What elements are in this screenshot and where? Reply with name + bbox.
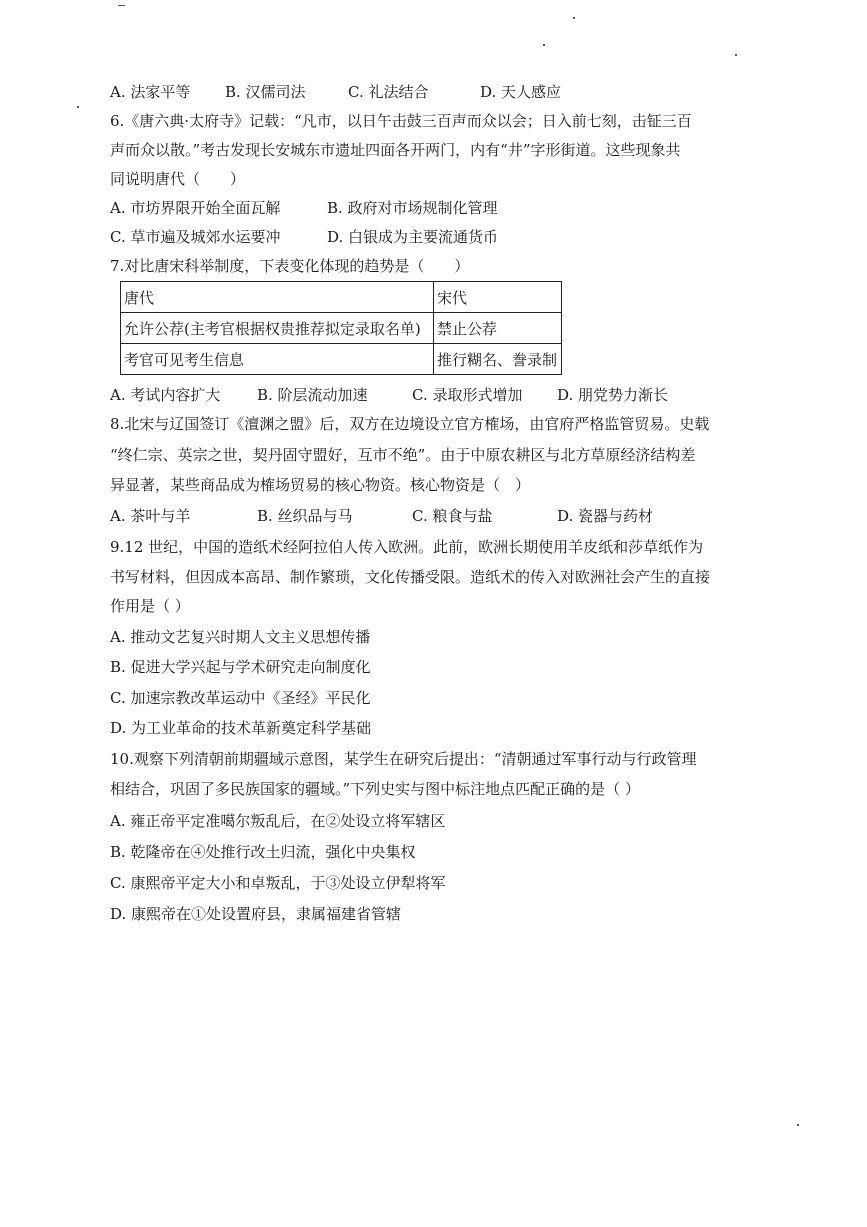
q8-option-c: C. 粮食与盐 bbox=[412, 507, 493, 525]
q6-option-a: A. 市坊界限开始全面瓦解 bbox=[110, 199, 281, 217]
table-row bbox=[121, 313, 562, 344]
q5-option-b: B. 汉儒司法 bbox=[225, 83, 306, 101]
q10-option-c: C. 康熙帝平定大小和卓叛乱，于③处设立伊犁将军 bbox=[110, 874, 446, 892]
scan-speck bbox=[77, 106, 79, 108]
q8-option-b: B. 丝织品与马 bbox=[257, 507, 353, 525]
q8-stem-line-2: “终仁宗、英宗之世，契丹固守盟好，互市不绝”。由于中原农耕区与北方草原经济结构差 bbox=[110, 446, 696, 464]
q7-stem: 7.对比唐宋科举制度，下表变化体现的趋势是（ ） bbox=[110, 257, 470, 275]
q5-option-d: D. 天人感应 bbox=[480, 83, 562, 101]
table-header-tang: 唐代 bbox=[121, 282, 434, 313]
q7-option-c: C. 录取形式增加 bbox=[412, 386, 523, 404]
q6-stem-line-3: 同说明唐代（ ） bbox=[110, 170, 246, 188]
q8-option-d: D. 瓷器与药材 bbox=[557, 507, 654, 525]
scan-speck bbox=[797, 1124, 799, 1126]
q9-option-c: C. 加速宗教改革运动中《圣经》平民化 bbox=[110, 689, 371, 707]
q9-stem-line-1: 9.12 世纪，中国的造纸术经阿拉伯人传入欧洲。此前，欧洲长期使用羊皮纸和莎草纸作为 bbox=[110, 538, 704, 556]
q10-option-d: D. 康熙帝在①处设置府县，隶属福建省管辖 bbox=[110, 905, 402, 923]
scan-speck bbox=[543, 44, 545, 46]
table-cell: 考官可见考生信息 bbox=[121, 344, 434, 375]
table-header-song: 宋代 bbox=[434, 282, 562, 313]
q8-stem-line-1: 8.北宋与辽国签订《澶渊之盟》后，双方在边境设立官方榷场，由官府严格监管贸易。史载 bbox=[110, 415, 710, 433]
q8-stem-line-3: 异显著，某些商品成为榷场贸易的核心物资。核心物资是（ ） bbox=[110, 476, 531, 494]
q6-stem-line-2: 声而众以散。”考古发现长安城东市遗址四面各开两门，内有“井”字形街道。这些现象共 bbox=[110, 141, 681, 159]
scan-speck bbox=[118, 5, 125, 6]
q9-option-b: B. 促进大学兴起与学术研究走向制度化 bbox=[110, 658, 371, 676]
q10-stem-line-1: 10.观察下列清朝前期疆域示意图，某学生在研究后提出：“清朝通过军事行动与行政管理 bbox=[110, 750, 697, 768]
q6-option-c: C. 草市遍及城郊水运要冲 bbox=[110, 228, 281, 246]
q5-option-a: A. 法家平等 bbox=[110, 83, 191, 101]
scan-speck bbox=[573, 17, 575, 19]
q6-option-b: B. 政府对市场规制化管理 bbox=[327, 199, 498, 217]
q8-option-a: A. 茶叶与羊 bbox=[110, 507, 191, 525]
table-cell: 允许公荐(主考官根据权贵推荐拟定录取名单) bbox=[121, 313, 434, 344]
q9-option-a: A. 推动文艺复兴时期人文主义思想传播 bbox=[110, 628, 371, 646]
table-row bbox=[121, 344, 562, 375]
scan-speck bbox=[735, 54, 737, 56]
q7-comparison-table bbox=[120, 281, 562, 375]
q7-option-a: A. 考试内容扩大 bbox=[110, 386, 221, 404]
table-cell: 推行糊名、誊录制 bbox=[434, 344, 562, 375]
q6-stem-line-1: 6.《唐六典·太府寺》记载：“凡市，以日午击鼓三百声而众以会；日入前七刻，击钲三百 bbox=[110, 112, 692, 130]
q9-stem-line-2: 书写材料，但因成本高昂、制作繁琐，文化传播受限。造纸术的传入对欧洲社会产生的直接 bbox=[110, 568, 711, 586]
table-cell: 禁止公荐 bbox=[434, 313, 562, 344]
q10-option-a: A. 雍正帝平定准噶尔叛乱后，在②处设立将军辖区 bbox=[110, 812, 446, 830]
q5-option-c: C. 礼法结合 bbox=[348, 83, 429, 101]
q10-stem-line-2: 相结合，巩固了多民族国家的疆域。”下列史实与图中标注地点匹配正确的是（ ） bbox=[110, 780, 640, 798]
q6-option-d: D. 白银成为主要流通货币 bbox=[327, 228, 499, 246]
q9-stem-line-3: 作用是（ ） bbox=[110, 597, 190, 615]
q7-option-d: D. 朋党势力渐长 bbox=[557, 386, 669, 404]
table-header-row bbox=[121, 282, 562, 313]
q9-option-d: D. 为工业革命的技术革新奠定科学基础 bbox=[110, 719, 372, 737]
q7-option-b: B. 阶层流动加速 bbox=[257, 386, 368, 404]
q10-option-b: B. 乾隆帝在④处推行改土归流，强化中央集权 bbox=[110, 843, 416, 861]
